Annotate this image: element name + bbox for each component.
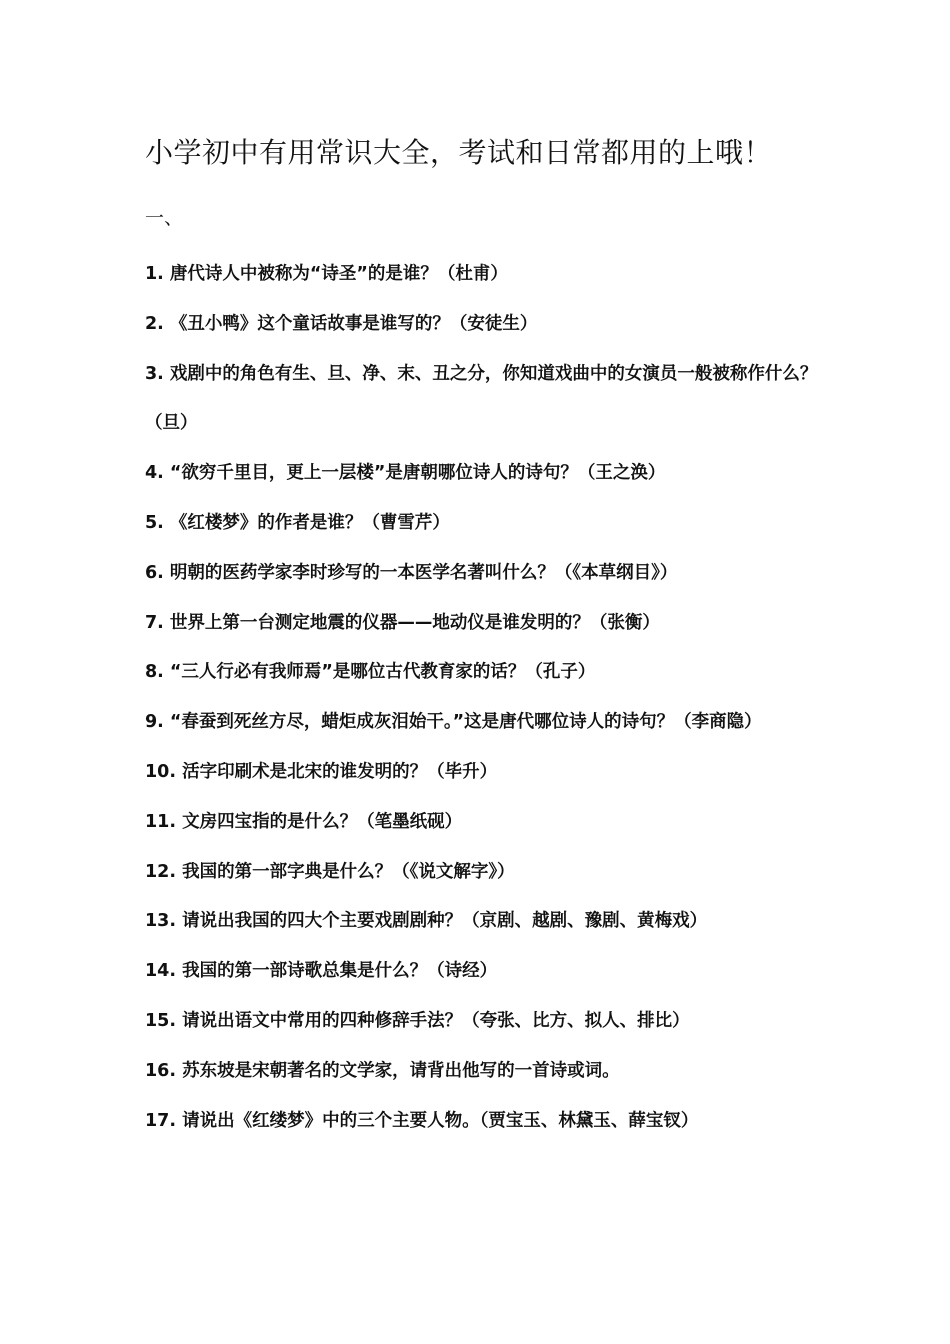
question-item-13: 13. 请说出我国的四大个主要戏剧剧种？（京剧、越剧、豫剧、黄梅戏）: [145, 911, 708, 932]
page-title: 小学初中有用常识大全，考试和日常都用的上哦！: [145, 136, 773, 169]
question-item-15: 15. 请说出语文中常用的四种修辞手法？（夸张、比方、拟人、排比）: [145, 1010, 690, 1031]
question-item-8: 8. “三人行必有我师焉”是哪位古代教育家的话？（孔子）: [145, 662, 596, 683]
question-item-7: 7. 世界上第一台测定地震的仪器——地动仪是谁发明的？（张衡）: [145, 612, 660, 633]
question-list: [145, 250, 845, 1146]
question-item-10: 10. 活字印刷术是北宋的谁发明的？（毕升）: [145, 761, 498, 782]
question-item-4: 4. “欲穷千里目，更上一层楼”是唐朝哪位诗人的诗句？（王之涣）: [145, 463, 666, 484]
question-item-6: 6. 明朝的医药学家李时珍写的一本医学名著叫什么？（《本草纲目》）: [145, 562, 678, 583]
question-item-14: 14. 我国的第一部诗歌总集是什么？（诗经）: [145, 961, 498, 982]
question-item-9: 9. “春蚕到死丝方尽，蜡炬成灰泪始干。”这是唐代哪位诗人的诗句？（李商隐）: [145, 712, 762, 733]
question-item-5: 5. 《红楼梦》的作者是谁？（曹雪芹）: [145, 512, 450, 533]
question-item-2: 2. 《丑小鸭》这个童话故事是谁写的？（安徒生）: [145, 313, 538, 334]
question-item-16: 16. 苏东坡是宋朝著名的文学家，请背出他写的一首诗或词。: [145, 1060, 620, 1081]
question-item-17: 17. 请说出《红缕梦》中的三个主要人物。（贾宝玉、林黛玉、薛宝钗）: [145, 1110, 699, 1131]
question-item-12: 12. 我国的第一部字典是什么？（《说文解字》）: [145, 861, 515, 882]
section-label: 一、: [145, 207, 184, 229]
question-item-1: 1. 唐代诗人中被称为“诗圣”的是谁？（杜甫）: [145, 264, 508, 284]
question-item-11: 11. 文房四宝指的是什么？（笔墨纸砚）: [145, 811, 463, 832]
question-item-3: 3. 戏剧中的角色有生、旦、净、末、丑之分，你知道戏曲中的女演员一般被称作什么？（旦）: [145, 363, 818, 434]
